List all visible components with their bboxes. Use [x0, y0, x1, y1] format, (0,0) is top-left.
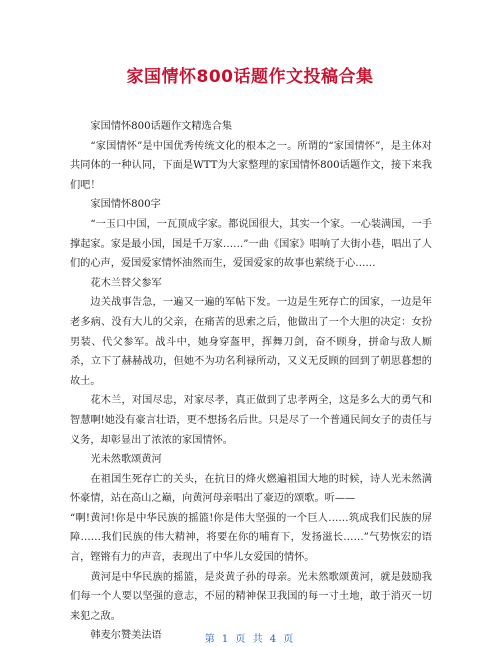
- paragraph: 黄河是中华民族的摇篮，是炎黄子孙的母亲。光未然歌颂黄河，就是鼓励我们每一个人要以坚强的意志，不屈的精神保卫我国的每一寸土地，敢于消灭一切来犯之敌。: [70, 571, 432, 622]
- paragraph: 在祖国生死存亡的关头，在抗日的烽火燃遍祖国大地的时候，诗人光未然满怀豪情，站在高山之巅，向黄河母亲唱出了豪迈的颂歌。听——: [70, 473, 432, 505]
- section-heading: 光未然歌颂黄河: [90, 454, 162, 466]
- page-footer: 第 1 页 共 4 页: [204, 634, 296, 645]
- paragraph: 边关战事告急，一遍又一遍的军帖下发。一边是生死存亡的国家，一边是年老多病、没有大儿的父亲，在痛苦的思索之后，他做出了一个大胆的决定：女扮男装、代父参军。战斗中，她身穿盔甲，挥舞刀剑，奋不顾身，拼命与敌人厮杀，立下了赫赫战功，但她不为功名利禄所动，又义无反顾的回到了朝思暮想的故土。: [70, 297, 432, 387]
- section-heading: 家国情怀800字: [90, 199, 161, 211]
- paragraph: 家国情怀800话题作文精选合集: [90, 121, 233, 132]
- paragraph: 花木兰，对国尽忠，对家尽孝，真正做到了忠孝两全，这是多么大的勇气和智慧啊!她没有豪言壮语，更不想扬名后世。只是尽了一个普通民间女子的责任与义务，却彰显出了浓浓的家国情怀。: [70, 395, 432, 446]
- section-heading: 韩麦尔赞美法语: [90, 630, 162, 642]
- paragraph: “一玉口中国，一瓦顶成字家。都说国很大，其实一个家。一心装满国，一手撑起家。家是最小国，国是千万家……”一曲《国家》唱响了大街小巷，唱出了人们的心声，爱国爱家情怀油然而生，爱国爱家的故事也萦绕于心……: [70, 218, 432, 270]
- section-heading: 花木兰替父参军: [90, 277, 162, 289]
- paragraph: “家国情怀”是中国优秀传统文化的根本之一。所谓的“家国情怀”，是主体对共同体的一种认同，下面是WTT为大家整理的家国情怀800话题作文，接下来我们吧！: [70, 140, 432, 191]
- document-body: [70, 117, 432, 646]
- quote-paragraph: “啊!黄河!你是中华民族的摇篮!你是伟大坚强的一个巨人……筑成我们民族的屏障……我们民族的伟大精神，将要在你的哺育下，发扬滋长……”气势恢宏的语言，铿锵有力的声音，表现出了中华儿女爱国的情怀。: [70, 512, 432, 564]
- document-title: 家国情怀800话题作文投稿合集: [126, 67, 374, 87]
